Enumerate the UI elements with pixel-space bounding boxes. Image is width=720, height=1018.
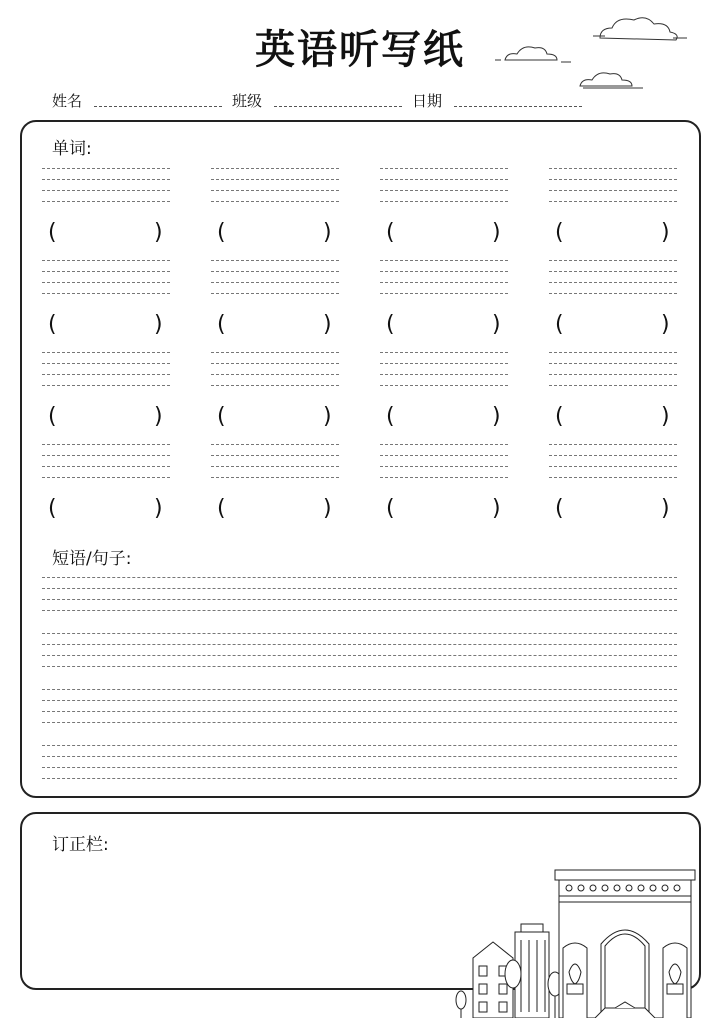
word-writing-line[interactable] xyxy=(380,190,508,191)
phrase-writing-line[interactable] xyxy=(42,767,677,768)
word-writing-line[interactable] xyxy=(549,260,677,261)
word-writing-line[interactable] xyxy=(42,179,170,180)
bracket-close: ) xyxy=(492,312,501,337)
phrase-writing-line[interactable] xyxy=(42,700,677,701)
bracket-open: ( xyxy=(555,496,564,521)
arc-de-triomphe-illustration xyxy=(455,862,705,1018)
bracket-close: ) xyxy=(154,404,163,429)
name-field[interactable] xyxy=(94,106,222,107)
word-writing-line[interactable] xyxy=(211,168,339,169)
word-writing-line[interactable] xyxy=(42,466,170,467)
main-panel xyxy=(20,120,701,798)
phrase-writing-line[interactable] xyxy=(42,644,677,645)
page-title: 英语听写纸 xyxy=(255,27,465,73)
word-writing-line[interactable] xyxy=(42,201,170,202)
word-writing-line[interactable] xyxy=(211,179,339,180)
bracket-open: ( xyxy=(555,312,564,337)
word-writing-line[interactable] xyxy=(549,168,677,169)
bracket-open: ( xyxy=(386,220,395,245)
word-writing-line[interactable] xyxy=(380,363,508,364)
word-writing-line[interactable] xyxy=(380,444,508,445)
phrase-writing-line[interactable] xyxy=(42,711,677,712)
word-writing-line[interactable] xyxy=(380,179,508,180)
word-writing-line[interactable] xyxy=(42,385,170,386)
bracket-close: ) xyxy=(492,496,501,521)
word-writing-line[interactable] xyxy=(549,444,677,445)
bracket-close: ) xyxy=(323,312,332,337)
phrase-writing-line[interactable] xyxy=(42,655,677,656)
correction-section-label: 订正栏: xyxy=(52,835,109,855)
bracket-close: ) xyxy=(154,496,163,521)
cloud-icon xyxy=(495,8,710,98)
word-writing-line[interactable] xyxy=(42,477,170,478)
bracket-open: ( xyxy=(386,312,395,337)
phrase-writing-line[interactable] xyxy=(42,588,677,589)
word-writing-line[interactable] xyxy=(42,352,170,353)
phrase-writing-line[interactable] xyxy=(42,756,677,757)
bracket-close: ) xyxy=(492,404,501,429)
bracket-close: ) xyxy=(661,312,670,337)
word-writing-line[interactable] xyxy=(549,455,677,456)
word-writing-line[interactable] xyxy=(211,282,339,283)
word-writing-line[interactable] xyxy=(42,444,170,445)
word-writing-line[interactable] xyxy=(211,385,339,386)
word-writing-line[interactable] xyxy=(549,363,677,364)
word-writing-line[interactable] xyxy=(42,363,170,364)
word-writing-line[interactable] xyxy=(549,282,677,283)
word-writing-line[interactable] xyxy=(211,374,339,375)
word-writing-line[interactable] xyxy=(549,385,677,386)
word-writing-line[interactable] xyxy=(211,352,339,353)
word-writing-line[interactable] xyxy=(380,293,508,294)
word-writing-line[interactable] xyxy=(380,282,508,283)
bracket-open: ( xyxy=(217,496,226,521)
word-writing-line[interactable] xyxy=(211,363,339,364)
bracket-close: ) xyxy=(154,312,163,337)
bracket-close: ) xyxy=(661,220,670,245)
bracket-close: ) xyxy=(661,404,670,429)
word-writing-line[interactable] xyxy=(380,374,508,375)
word-writing-line[interactable] xyxy=(211,293,339,294)
bracket-open: ( xyxy=(555,220,564,245)
bracket-open: ( xyxy=(386,496,395,521)
word-writing-line[interactable] xyxy=(549,477,677,478)
phrases-section-label: 短语/句子: xyxy=(52,549,132,569)
phrase-writing-line[interactable] xyxy=(42,599,677,600)
word-writing-line[interactable] xyxy=(42,271,170,272)
class-field[interactable] xyxy=(274,106,402,107)
phrase-writing-line[interactable] xyxy=(42,745,677,746)
word-writing-line[interactable] xyxy=(42,190,170,191)
bracket-open: ( xyxy=(217,220,226,245)
word-writing-line[interactable] xyxy=(549,179,677,180)
phrase-writing-line[interactable] xyxy=(42,610,677,611)
word-writing-line[interactable] xyxy=(211,271,339,272)
word-writing-line[interactable] xyxy=(42,260,170,261)
bracket-close: ) xyxy=(323,496,332,521)
bracket-open: ( xyxy=(555,404,564,429)
word-writing-line[interactable] xyxy=(380,168,508,169)
class-label: 班级 xyxy=(232,92,263,110)
bracket-close: ) xyxy=(492,220,501,245)
word-writing-line[interactable] xyxy=(211,477,339,478)
word-writing-line[interactable] xyxy=(549,352,677,353)
word-writing-line[interactable] xyxy=(549,293,677,294)
date-field[interactable] xyxy=(454,106,582,107)
phrase-writing-line[interactable] xyxy=(42,577,677,578)
word-writing-line[interactable] xyxy=(211,190,339,191)
word-writing-line[interactable] xyxy=(549,374,677,375)
bracket-close: ) xyxy=(661,496,670,521)
word-writing-line[interactable] xyxy=(549,190,677,191)
word-writing-line[interactable] xyxy=(42,168,170,169)
word-writing-line[interactable] xyxy=(380,260,508,261)
word-writing-line[interactable] xyxy=(549,271,677,272)
bracket-open: ( xyxy=(48,312,57,337)
words-section-label: 单词: xyxy=(52,139,92,159)
word-writing-line[interactable] xyxy=(380,271,508,272)
bracket-open: ( xyxy=(386,404,395,429)
word-writing-line[interactable] xyxy=(211,455,339,456)
name-label: 姓名 xyxy=(52,92,83,110)
word-writing-line[interactable] xyxy=(42,293,170,294)
bracket-open: ( xyxy=(217,404,226,429)
bracket-open: ( xyxy=(217,312,226,337)
info-bar xyxy=(52,90,612,112)
phrase-writing-line[interactable] xyxy=(42,666,677,667)
phrase-writing-line[interactable] xyxy=(42,633,677,634)
word-writing-line[interactable] xyxy=(380,385,508,386)
bracket-open: ( xyxy=(48,220,57,245)
word-writing-line[interactable] xyxy=(211,260,339,261)
word-writing-line[interactable] xyxy=(42,374,170,375)
word-writing-line[interactable] xyxy=(211,201,339,202)
bracket-close: ) xyxy=(323,404,332,429)
word-writing-line[interactable] xyxy=(380,466,508,467)
bracket-open: ( xyxy=(48,404,57,429)
bracket-close: ) xyxy=(323,220,332,245)
word-writing-line[interactable] xyxy=(42,282,170,283)
date-label: 日期 xyxy=(412,92,443,110)
phrase-writing-line[interactable] xyxy=(42,722,677,723)
word-writing-line[interactable] xyxy=(42,455,170,456)
word-writing-line[interactable] xyxy=(211,444,339,445)
bracket-open: ( xyxy=(48,496,57,521)
phrase-writing-line[interactable] xyxy=(42,778,677,779)
word-writing-line[interactable] xyxy=(380,455,508,456)
word-writing-line[interactable] xyxy=(380,477,508,478)
word-writing-line[interactable] xyxy=(211,466,339,467)
bracket-close: ) xyxy=(154,220,163,245)
phrase-writing-line[interactable] xyxy=(42,689,677,690)
word-writing-line[interactable] xyxy=(549,466,677,467)
word-writing-line[interactable] xyxy=(380,201,508,202)
word-writing-line[interactable] xyxy=(380,352,508,353)
word-writing-line[interactable] xyxy=(549,201,677,202)
